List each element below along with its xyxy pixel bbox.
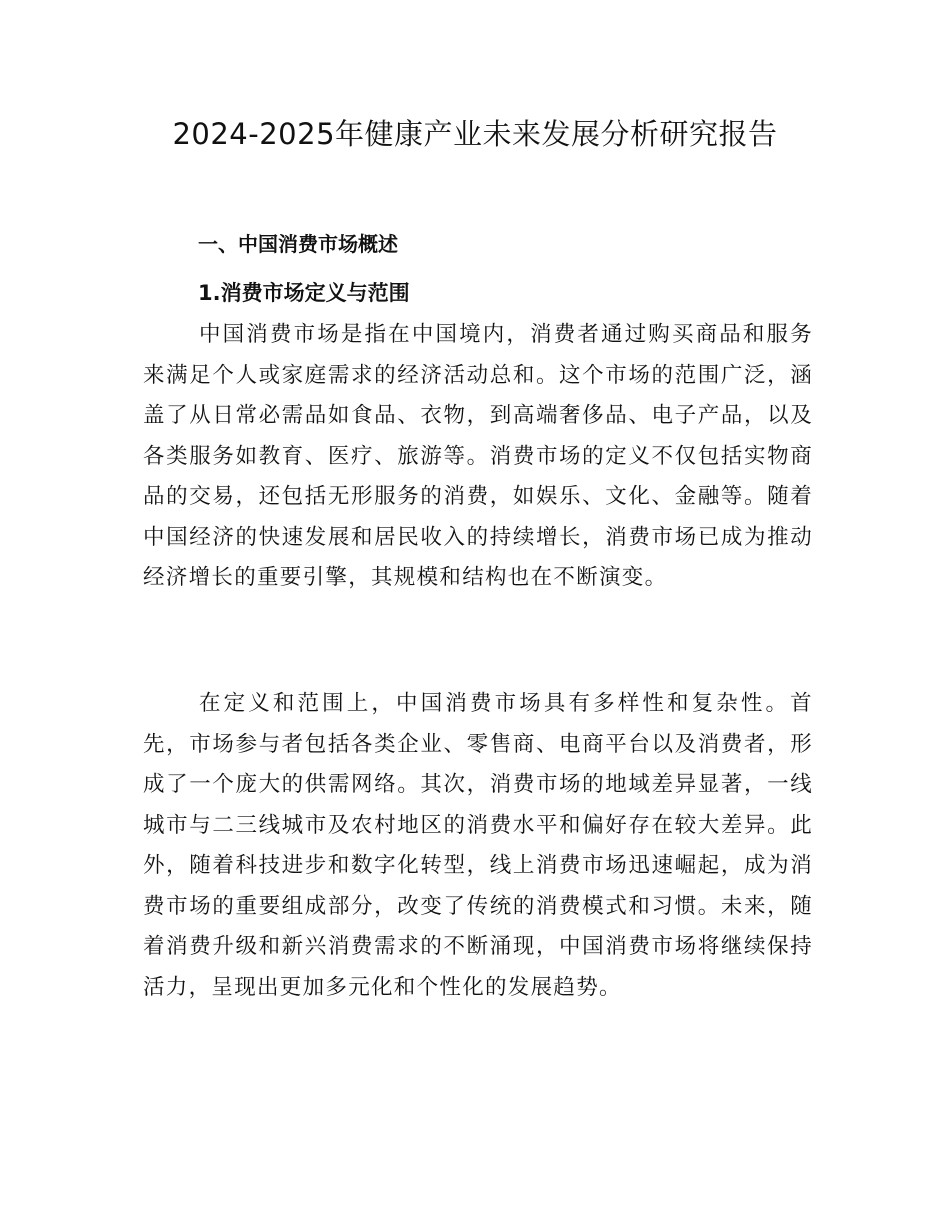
subsection-heading: 1.消费市场定义与范围 <box>198 281 410 305</box>
section-heading: 一、中国消费市场概述 <box>198 232 398 256</box>
body-paragraph: 在定义和范围上，中国消费市场具有多样性和复杂性。首先，市场参与者包括各类企业、零售商、电商平台以及消费者，形成了一个庞大的供需网络。其次，消费市场的地域差异显著，一线城市与二三线城市及农村地区的消费水平和偏好存在较大差异。此外，随着科技进步和数字化转型，线上消费市场迅速崛起，成为消费市场的重要组成部分，改变了传统的消费模式和习惯。未来，随着消费升级和新兴消费需求的不断涌现，中国消费市场将继续保持活力，呈现出更加多元化和个性化的发展趋势。 <box>143 691 813 1000</box>
document-title: 2024-2025年健康产业未来发展分析研究报告 <box>172 117 778 151</box>
body-paragraph: 中国消费市场是指在中国境内，消费者通过购买商品和服务来满足个人或家庭需求的经济活动总和。这个市场的范围广泛，涵盖了从日常必需品如食品、衣物，到高端奢侈品、电子产品，以及各类服务如教育、医疗、旅游等。消费市场的定义不仅包括实物商品的交易，还包括无形服务的消费，如娱乐、文化、金融等。随着中国经济的快速发展和居民收入的持续增长，消费市场已成为推动经济增长的重要引擎，其规模和结构也在不断演变。 <box>143 322 813 590</box>
